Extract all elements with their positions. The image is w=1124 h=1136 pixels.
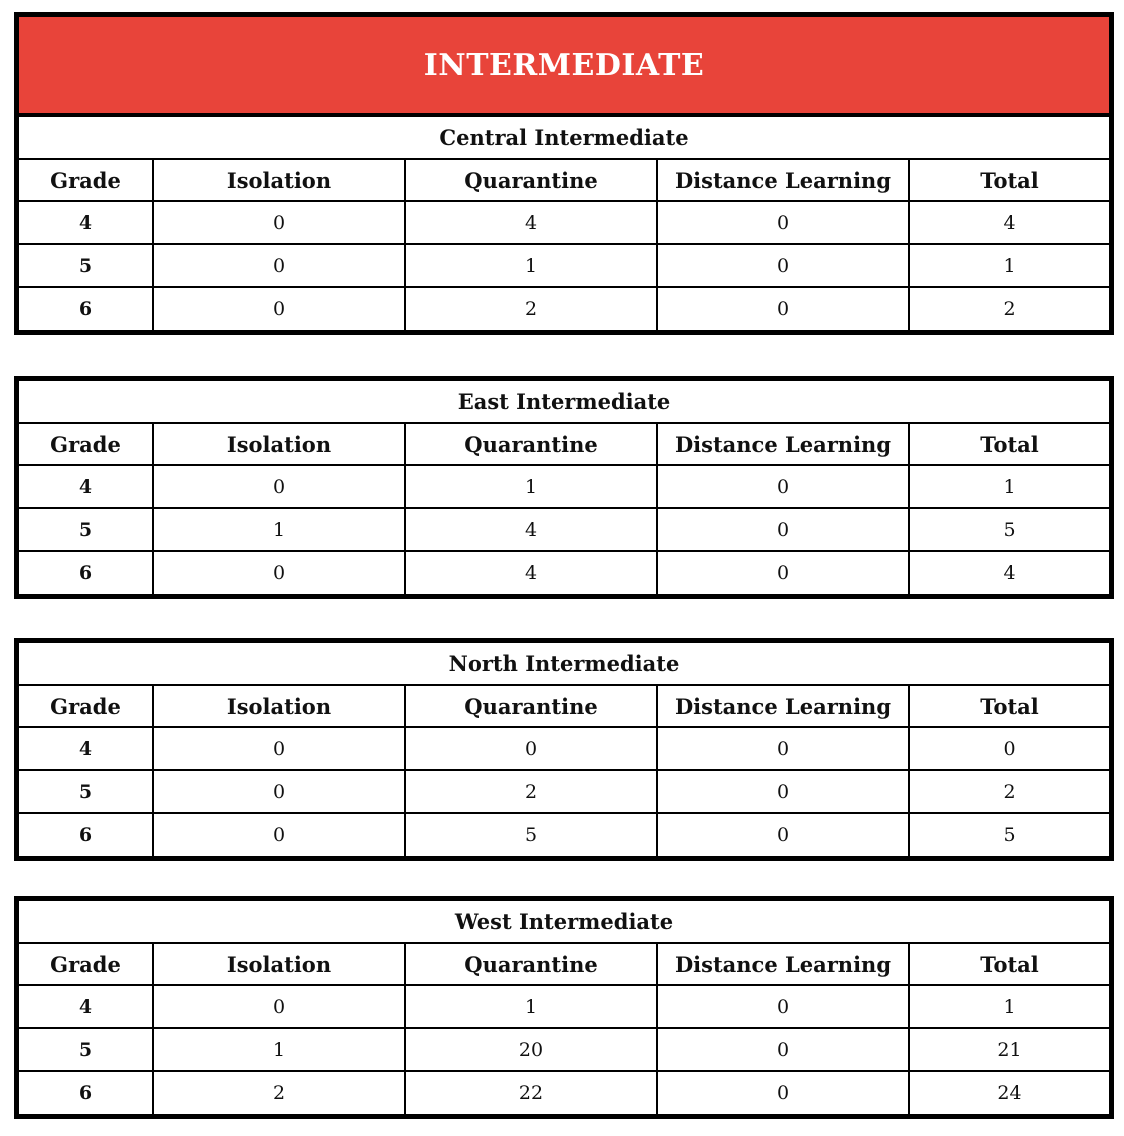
total-cell: 2 bbox=[909, 770, 1109, 813]
grade-cell: 4 bbox=[19, 465, 153, 508]
isolation-cell: 0 bbox=[153, 727, 405, 770]
quarantine-cell: 20 bbox=[405, 1028, 657, 1071]
distance-learning-cell: 0 bbox=[657, 1071, 909, 1114]
quarantine-cell: 1 bbox=[405, 985, 657, 1028]
table-row bbox=[19, 551, 1109, 594]
total-cell: 24 bbox=[909, 1071, 1109, 1114]
grade-cell: 6 bbox=[19, 813, 153, 856]
table-row bbox=[19, 287, 1109, 330]
table-row bbox=[19, 1028, 1109, 1071]
quarantine-cell: 4 bbox=[405, 508, 657, 551]
west-intermediate-block bbox=[14, 896, 1114, 1119]
west-intermediate-table bbox=[19, 901, 1109, 1114]
col-header-distance-learning: Distance Learning bbox=[657, 423, 909, 465]
quarantine-cell: 1 bbox=[405, 465, 657, 508]
col-header-total: Total bbox=[909, 685, 1109, 727]
table-row bbox=[19, 813, 1109, 856]
school-title: East Intermediate bbox=[19, 381, 1109, 423]
total-cell: 2 bbox=[909, 287, 1109, 330]
distance-learning-cell: 0 bbox=[657, 770, 909, 813]
distance-learning-cell: 0 bbox=[657, 1028, 909, 1071]
distance-learning-cell: 0 bbox=[657, 201, 909, 244]
isolation-cell: 0 bbox=[153, 985, 405, 1028]
col-header-quarantine: Quarantine bbox=[405, 159, 657, 201]
col-header-isolation: Isolation bbox=[153, 159, 405, 201]
col-header-grade: Grade bbox=[19, 943, 153, 985]
isolation-cell: 0 bbox=[153, 465, 405, 508]
isolation-cell: 0 bbox=[153, 813, 405, 856]
distance-learning-cell: 0 bbox=[657, 727, 909, 770]
grade-cell: 4 bbox=[19, 985, 153, 1028]
col-header-isolation: Isolation bbox=[153, 943, 405, 985]
isolation-cell: 0 bbox=[153, 287, 405, 330]
total-cell: 0 bbox=[909, 727, 1109, 770]
quarantine-cell: 4 bbox=[405, 201, 657, 244]
school-title: West Intermediate bbox=[19, 901, 1109, 943]
grade-cell: 6 bbox=[19, 1071, 153, 1114]
col-header-isolation: Isolation bbox=[153, 685, 405, 727]
central-intermediate-table bbox=[19, 117, 1109, 330]
grade-cell: 6 bbox=[19, 551, 153, 594]
east-intermediate-block bbox=[14, 376, 1114, 599]
total-cell: 1 bbox=[909, 985, 1109, 1028]
total-cell: 1 bbox=[909, 244, 1109, 287]
table-row bbox=[19, 770, 1109, 813]
grade-cell: 5 bbox=[19, 770, 153, 813]
quarantine-cell: 0 bbox=[405, 727, 657, 770]
total-cell: 4 bbox=[909, 551, 1109, 594]
quarantine-cell: 1 bbox=[405, 244, 657, 287]
grade-cell: 4 bbox=[19, 727, 153, 770]
col-header-distance-learning: Distance Learning bbox=[657, 943, 909, 985]
north-intermediate-block bbox=[14, 638, 1114, 861]
col-header-total: Total bbox=[909, 943, 1109, 985]
col-header-grade: Grade bbox=[19, 159, 153, 201]
table-row bbox=[19, 985, 1109, 1028]
col-header-quarantine: Quarantine bbox=[405, 943, 657, 985]
distance-learning-cell: 0 bbox=[657, 465, 909, 508]
isolation-cell: 1 bbox=[153, 508, 405, 551]
school-title: North Intermediate bbox=[19, 643, 1109, 685]
distance-learning-cell: 0 bbox=[657, 244, 909, 287]
quarantine-cell: 5 bbox=[405, 813, 657, 856]
total-cell: 21 bbox=[909, 1028, 1109, 1071]
table-row bbox=[19, 1071, 1109, 1114]
total-cell: 1 bbox=[909, 465, 1109, 508]
col-header-total: Total bbox=[909, 423, 1109, 465]
school-title: Central Intermediate bbox=[19, 117, 1109, 159]
quarantine-cell: 2 bbox=[405, 287, 657, 330]
isolation-cell: 0 bbox=[153, 770, 405, 813]
distance-learning-cell: 0 bbox=[657, 551, 909, 594]
table-row bbox=[19, 244, 1109, 287]
total-cell: 5 bbox=[909, 508, 1109, 551]
table-row bbox=[19, 727, 1109, 770]
col-header-quarantine: Quarantine bbox=[405, 685, 657, 727]
distance-learning-cell: 0 bbox=[657, 985, 909, 1028]
table-row bbox=[19, 201, 1109, 244]
total-cell: 4 bbox=[909, 201, 1109, 244]
quarantine-cell: 22 bbox=[405, 1071, 657, 1114]
east-intermediate-table bbox=[19, 381, 1109, 594]
col-header-total: Total bbox=[909, 159, 1109, 201]
quarantine-cell: 4 bbox=[405, 551, 657, 594]
col-header-distance-learning: Distance Learning bbox=[657, 159, 909, 201]
total-cell: 5 bbox=[909, 813, 1109, 856]
col-header-grade: Grade bbox=[19, 423, 153, 465]
isolation-cell: 0 bbox=[153, 201, 405, 244]
grade-cell: 5 bbox=[19, 1028, 153, 1071]
grade-cell: 5 bbox=[19, 508, 153, 551]
col-header-grade: Grade bbox=[19, 685, 153, 727]
isolation-cell: 2 bbox=[153, 1071, 405, 1114]
col-header-distance-learning: Distance Learning bbox=[657, 685, 909, 727]
col-header-isolation: Isolation bbox=[153, 423, 405, 465]
col-header-quarantine: Quarantine bbox=[405, 423, 657, 465]
distance-learning-cell: 0 bbox=[657, 287, 909, 330]
grade-cell: 4 bbox=[19, 201, 153, 244]
table-row bbox=[19, 465, 1109, 508]
section-banner: INTERMEDIATE bbox=[19, 17, 1109, 117]
grade-cell: 5 bbox=[19, 244, 153, 287]
central-intermediate-block bbox=[14, 12, 1114, 335]
distance-learning-cell: 0 bbox=[657, 508, 909, 551]
isolation-cell: 1 bbox=[153, 1028, 405, 1071]
grade-cell: 6 bbox=[19, 287, 153, 330]
isolation-cell: 0 bbox=[153, 551, 405, 594]
table-row bbox=[19, 508, 1109, 551]
quarantine-cell: 2 bbox=[405, 770, 657, 813]
isolation-cell: 0 bbox=[153, 244, 405, 287]
distance-learning-cell: 0 bbox=[657, 813, 909, 856]
north-intermediate-table bbox=[19, 643, 1109, 856]
